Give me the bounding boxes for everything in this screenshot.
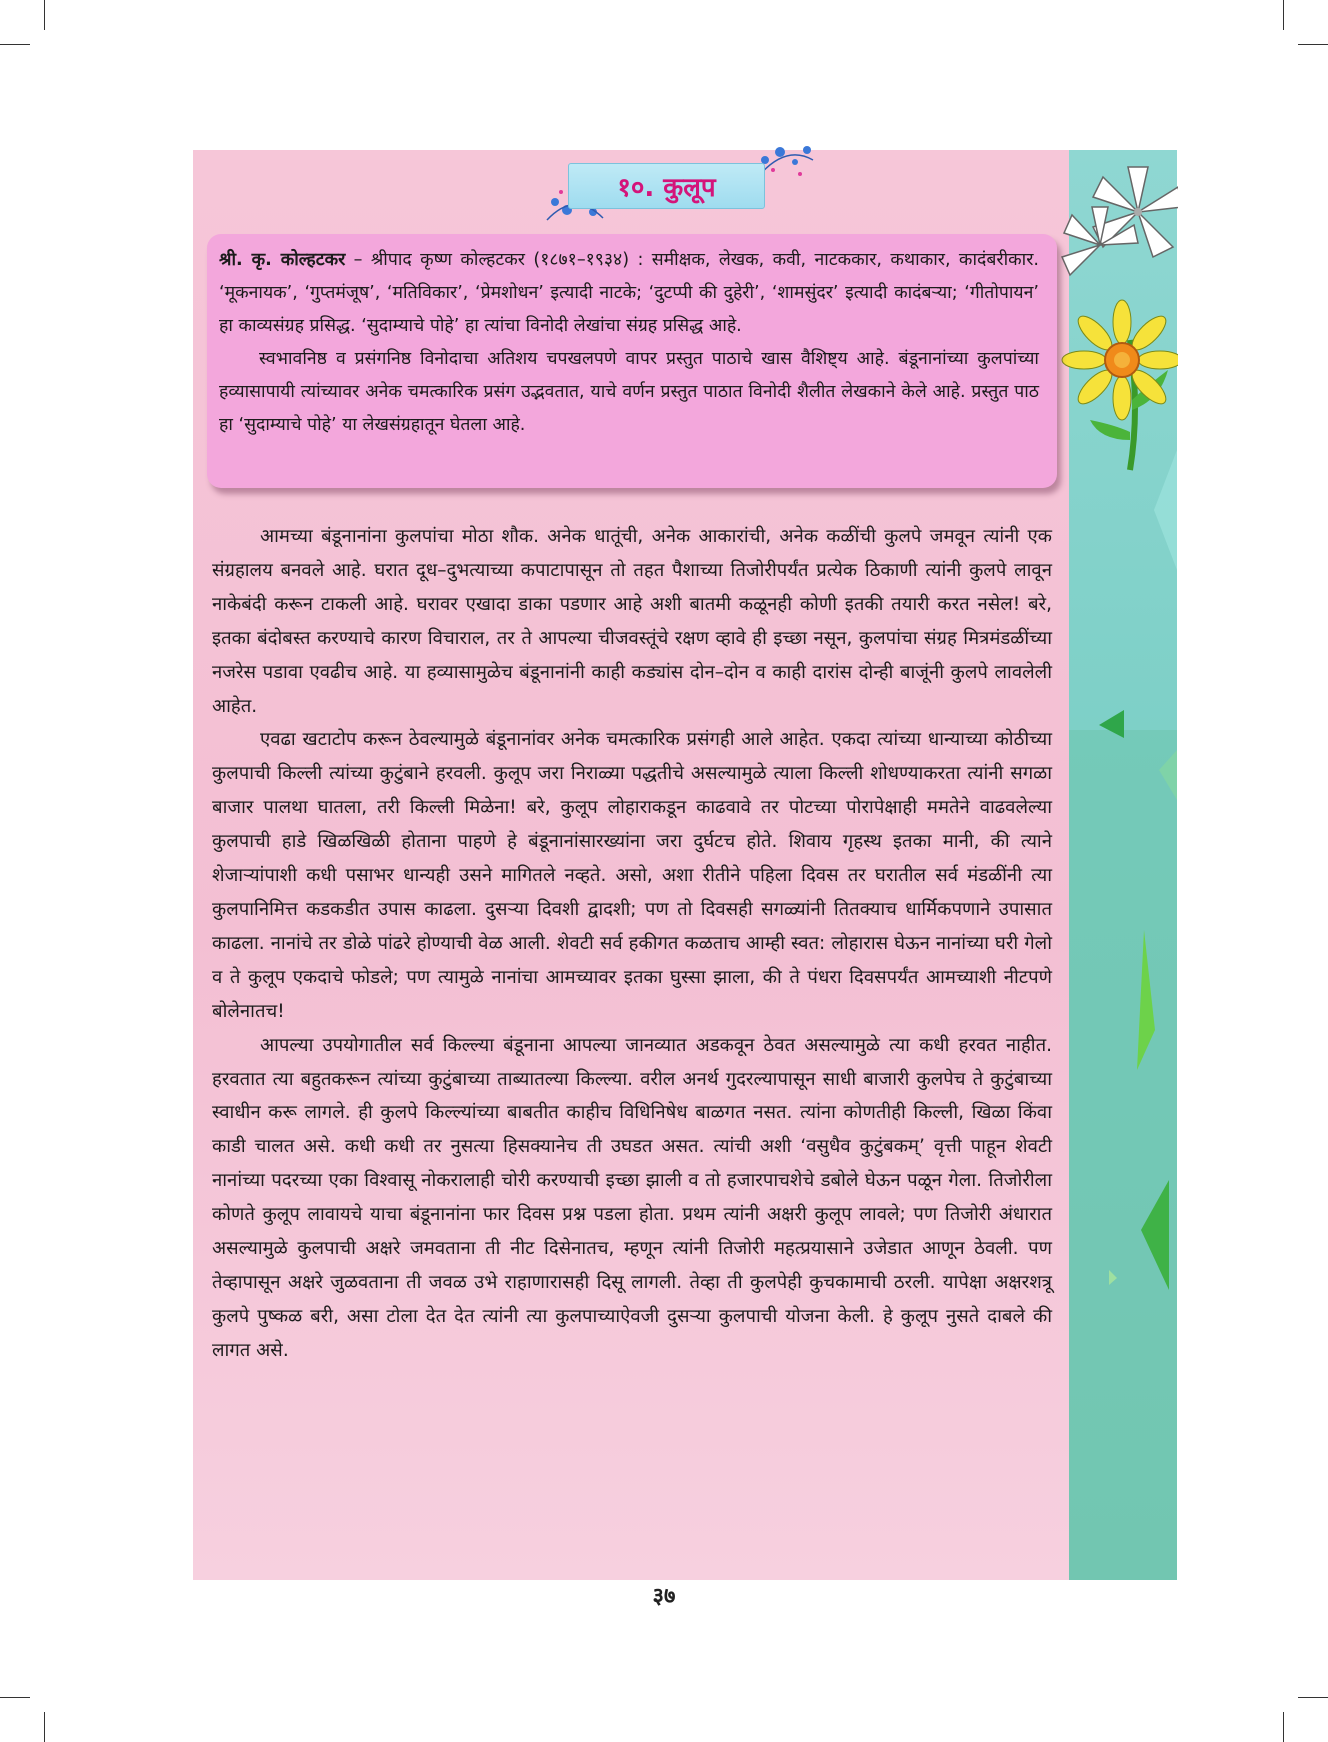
- body-paragraph: आपल्या उपयोगातील सर्व किल्ल्या बंडूनाना आपल्या जानव्यात अडकवून ठेवत असल्यामुळे त्या कधी हरवत नाहीत. हरवतात त्या बहुतकरून त्यांच्या कुटुंबाच्या ताब्यातल्या किल्ल्या. वरील अनर्थ गुदरल्यापासून साधी बाजारी कुलपेच ते कुटुंबाच्या स्वाधीन करू लागले. ही कुलपे किल्ल्यांच्या बाबतीत काहीच विधिनिषेध बाळगत नसत. त्यांना कोणतीही किल्ली, खिळा किंवा काडी चालत असे. कधी कधी तर नुसत्या हिसक्यानेच ती उघडत असत. त्यांची अशी ‘वसुधैव कुटुंबकम्’ वृत्ती पाहून शेवटी नानांच्या पदरच्या एका विश्वासू नोकरालाही चोरी करण्याची इच्छा झाली व तो हजारपाचशेचे डबोले घेऊन पळून गेला. तिजोरीला कोणते कुलूप लावायचे याचा बंडूनानांना फार दिवस प्रश्न पडला होता. प्रथम त्यांनी अक्षरी कुलूप लावले; पण तिजोरी अंधारात असल्यामुळे कुलपाची अक्षरे जमवताना ती नीट दिसेनातच, म्हणून त्यांनी तिजोरी महत्प्रयासाने उजेडात आणून ठेवली. पण तेव्हापासून अक्षरे जुळवताना ती जवळ उभे राहाणारासही दिसू लागली. तेव्हा ती कुलपेही कुचकामाची ठरली. यापेक्षा अक्षरशत्रू कुलपे पुष्कळ बरी, असा टोला देत देत त्यांनी त्या कुलपाच्याऐवजी दुसऱ्या कुलपाची योजना केली. हे कुलूप नुसते दाबले की लागत असे.: [212, 1034, 1052, 1361]
- crop-mark: [44, 1712, 45, 1742]
- page-number: ३७: [652, 1584, 676, 1609]
- crop-mark: [1298, 1697, 1328, 1698]
- author-name: श्री. कृ. कोल्हटकर: [219, 250, 346, 270]
- body-paragraph: एवढा खटाटोप करून ठेवल्यामुळे बंडूनानांवर अनेक चमत्कारिक प्रसंगही आले आहेत. एकदा त्यांच्या धान्याच्या कोठीच्या कुलपाची किल्ली त्यांच्या कुटुंबाने हरवली. कुलूप जरा निराळ्या पद्धतीचे असल्यामुळे त्याला किल्ली शोधण्याकरता त्यांनी सगळा बाजार पालथा घातला, तरी किल्ली मिळेना! बरे, कुलूप लोहाराकडून काढवावे तर पोटच्या पोरापेक्षाही ममतेने वाढवलेल्या कुलपाची हाडे खिळखिळी होताना पाहणे हे बंडूनानांसारख्यांना जरा दुर्घटच होते. शिवाय गृहस्थ इतका मानी, की त्याने शेजाऱ्यांपाशी कधी पसाभर धान्यही उसने मागितले नव्हते. असो, अशा रीतीने पहिला दिवस तर घरातील सर्व मंडळींनी त्या कुलपानिमित्त कडकडीत उपास काढला. दुसऱ्या दिवशी द्वादशी; पण तो दिवसही सगळ्यांनी तितक्याच धार्मिकपणाने उपासात काढला. नानांचे तर डोळे पांढरे होण्याची वेळ आली. शेवटी सर्व हकीगत कळताच आम्ही स्वत: लोहारास घेऊन नानांच्या घरी गेलो व ते कुलूप एकदाचे फोडले; पण त्यामुळे नानांचा आमच्यावर इतका घुस्सा झाला, की ते पंधरा दिवसपर्यंत आमच्याशी नीटपणे बोलेनातच!: [212, 729, 1052, 1022]
- crop-mark: [0, 44, 30, 45]
- crop-mark: [1283, 0, 1284, 30]
- crop-mark: [1283, 1712, 1284, 1742]
- author-bio: [219, 244, 1039, 343]
- lesson-summary: स्वभावनिष्ठ व प्रसंगनिष्ठ विनोदाचा अतिशय चपखलपणे वापर प्रस्तुत पाठाचे खास वैशिष्ट्य आहे. बंडूनानांच्या कुलपांच्या हव्यासापायी त्यांच्यावर अनेक चमत्कारिक प्रसंग उद्भवतात, याचे वर्णन प्रस्तुत पाठात विनोदी शैलीत लेखकाने केले आहे. प्रस्तुत पाठ हा ‘सुदाम्याचे पोहे’ या लेखसंग्रहातून घेतला आहे.: [219, 349, 1039, 435]
- author-intro-box: [207, 234, 1057, 488]
- crop-mark: [1298, 44, 1328, 45]
- flower-illustration-icon: [1060, 150, 1178, 480]
- body-paragraph: आमच्या बंडूनानांना कुलपांचा मोठा शौक. अनेक धातूंची, अनेक आकारांची, अनेक कळींची कुलपे जमवून त्यांनी एक संग्रहालय बनवले आहे. घरात दूध–दुभत्याच्या कपाटापासून तो तहत पैशाच्या तिजोरीपर्यंत प्रत्येक ठिकाणी त्यांनी कुलपे लावून नाकेबंदी करून टाकली आहे. घरावर एखादा डाका पडणार आहे अशी बातमी कळूनही कोणी इतकी तयारी करत नसेल! बरे, इतका बंदोबस्त करण्याचे कारण विचाराल, तर ते आपल्या चीजवस्तूंचे रक्षण व्हावे ही इच्छा नसून, कुलपांचा संग्रह मित्रमंडळींच्या नजरेस पडावा एवढीच आहे. या हव्यासामुळेच बंडूनानांनी काही कड्यांस दोन–दोन व काही दारांस दोन्ही बाजूंनी कुलपे लावलेली आहेत.: [212, 526, 1052, 717]
- crop-mark: [44, 0, 45, 30]
- author-bio-text: – श्रीपाद कृष्ण कोल्हटकर (१८७१–१९३४) : समीक्षक, लेखक, कवी, नाटककार, कथाकार, कादंबरीकार. ‘मूकनायक’, ‘गुप्तमंजूष’, ‘मतिविकार’, ‘प्रेमशोधन’ इत्यादी नाटके; ‘दुटप्पी की दुहेरी’, ‘शामसुंदर’ इत्यादी कादंबऱ्या; ‘गीतोपायन’ हा काव्यसंग्रह प्रसिद्ध. ‘सुदाम्याचे पोहे’ हा त्यांचा विनोदी लेखांचा संग्रह प्रसिद्ध आहे.: [219, 250, 1040, 336]
- crop-mark: [0, 1697, 30, 1698]
- lesson-body: [212, 520, 1052, 1368]
- chapter-title: १०. कुलूप: [568, 163, 765, 209]
